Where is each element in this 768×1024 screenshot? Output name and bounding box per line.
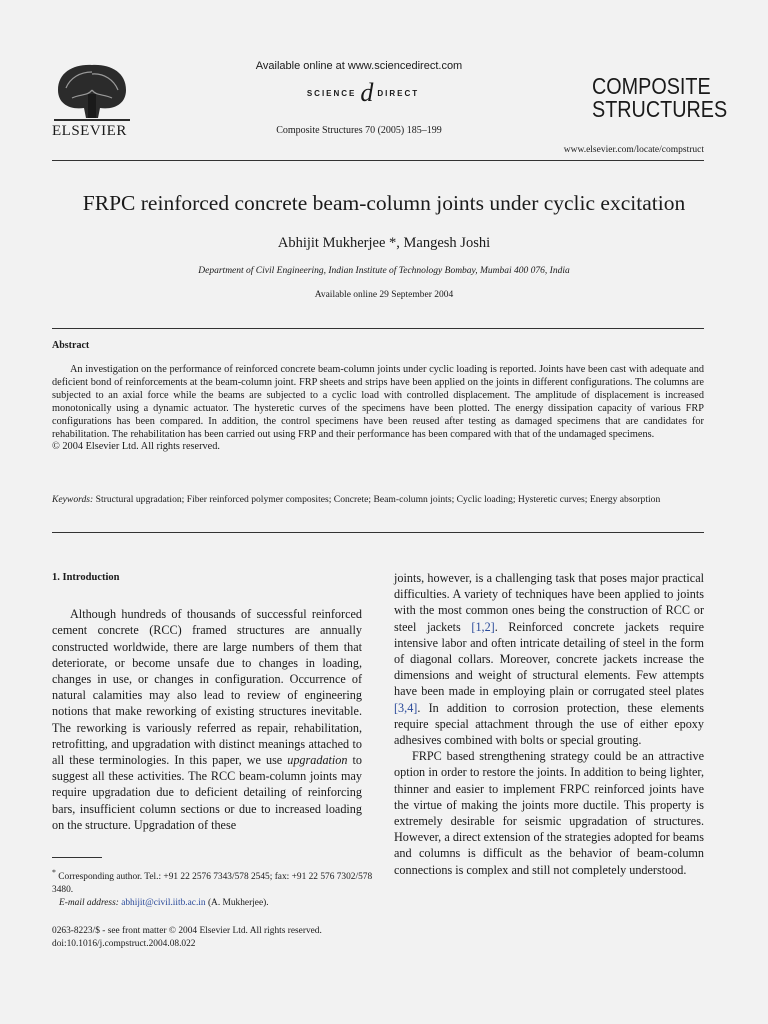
email-suffix: (A. Mukherjee). [205, 898, 269, 909]
front-matter-info [52, 925, 382, 951]
citation-link-1-2[interactable]: [1,2] [471, 619, 495, 634]
right-text-c: . In addition to corrosion protection, these elements require special attachment through the use of either epoxy adhesives combined with bolts or special grouting. [394, 700, 704, 748]
footnote-divider [52, 857, 102, 858]
sciencedirect-at: d [360, 78, 374, 107]
journal-title-line2: STRUCTURES [592, 96, 728, 122]
right-paragraph-2: FRPC based strengthening strategy could be an attractive option in order to restore the joints. In addition to being lighter, thinner and easier to implement FRPC reinforced joints have the virtue of making the joints more ductile. This property is extremely desirable for seismic upgradation of structures. However, a direct extension of the strategies adopted for beams and columns is difficult as the behavior of beam-column connections is complex and still not completely understood. [394, 749, 704, 877]
left-column [52, 570, 362, 833]
abstract-copyright: © 2004 Elsevier Ltd. All rights reserved. [52, 441, 220, 453]
journal-title [592, 73, 728, 122]
publisher-wordmark: ELSEVIER [52, 123, 127, 139]
footnote-marker: * [52, 868, 56, 877]
intro-text-a: Although hundreds of thousands of successful reinforced cement concrete (RCC) framed structures are annually constructed worldwide, there are large numbers of them that deteriorate, or become unsafe due to changes in loading, changes in use, or changes in configuration. Occurrence of natural calamities may also lead to review of engineering notions that make reworking of existing structures inevitable. The reworking is variously referred as repair, rehabilitation, retrofitting, and upgradation with distinct meanings attached to all these terminologies. In this paper, we use [52, 607, 362, 768]
header-divider [52, 160, 704, 161]
intro-paragraph [52, 606, 362, 833]
citation-link-3-4[interactable]: [3,4] [394, 700, 418, 715]
intro-text-b: to suggest all these activities. The RCC beam-column joints may require upgradation due to deficient detailing of reinforcing bars, insufficient column sections or due to increased loading on the structure. Upgradation of these [52, 753, 362, 832]
right-column [394, 570, 704, 878]
abstract-heading: Abstract [52, 340, 90, 351]
abstract-text: An investigation on the performance of reinforced concrete beam-column joints under cyclic loading is reported. Joints have been cast with adequate and deficient bond of reinforcements at the beam-column joint. FRP sheets and strips have been applied on the joints in different configurations. The columns are subjected to an axial force while the beams are subjected to a cyclic load with controlled displacement. The amplitude of displacement is increased monotonically using a dynamic actuator. The hysteretic curves of the specimens have been plotted. The energy dissipation capacity of various FRP configurations has been compared. In addition, the control specimens have been reused after testing as damaged specimens that are candidates for rehabilitation. The rehabilitation has been carried out using FRP and their performance has been compared with that of the undamaged specimens. [52, 364, 704, 440]
journal-citation: Composite Structures 70 (2005) 185–199 [276, 125, 442, 136]
email-label: E-mail address: [59, 898, 119, 909]
author-affiliation: Department of Civil Engineering, Indian Institute of Technology Bombay, Mumbai 400 076, India [198, 266, 570, 276]
available-online-text: Available online at www.sciencedirect.com [255, 60, 463, 72]
journal-url[interactable]: www.elsevier.com/locate/compstruct [563, 145, 704, 155]
right-text-b: . Reinforced concrete jackets require intensive labor and often intricate detailing of steel in the form of diagonal collars. Moreover, concrete jackets increase the dimensions and weight of structural elements. Few attempts have been made in employing plain or corrugated steel plates [394, 619, 704, 699]
abstract-top-divider [52, 328, 704, 329]
corresponding-text: Corresponding author. Tel.: +91 22 2576 7343/578 2545; fax: +91 22 576 7302/578 3480. [52, 872, 373, 896]
sciencedirect-logo [288, 80, 438, 106]
email-line [52, 897, 374, 910]
right-paragraph-1 [394, 570, 704, 748]
doi-line: doi:10.1016/j.compstruct.2004.08.022 [52, 939, 196, 949]
keywords-label: Keywords: [52, 494, 94, 505]
journal-title-line1: COMPOSITE [592, 73, 711, 99]
author-list: Abhijit Mukherjee *, Mangesh Joshi [277, 235, 491, 251]
abstract-bottom-divider [52, 532, 704, 533]
intro-emphasis: upgradation [287, 753, 348, 768]
issn-line: 0263-8223/$ - see front matter © 2004 Elsevier Ltd. All rights reserved. [52, 926, 322, 936]
corresponding-author-note [52, 866, 374, 897]
right-text-a: joints, however, is a challenging task that poses major practical difficulties. A variety of techniques have been applied to joints with the most common ones being the construction of RCC or steel jackets [394, 571, 704, 634]
email-link[interactable]: abhijit@civil.iitb.ac.in [121, 898, 206, 909]
article-title: FRPC reinforced concrete beam-column joints under cyclic excitation [82, 191, 686, 215]
abstract-body [52, 364, 704, 454]
sciencedirect-right: DIRECT [377, 88, 420, 98]
section-heading: 1. Introduction [52, 572, 120, 583]
sciencedirect-left: SCIENCE [306, 88, 357, 98]
keywords [52, 494, 704, 507]
footnote [52, 866, 374, 910]
online-date: Available online 29 September 2004 [314, 290, 454, 300]
keywords-text: Structural upgradation; Fiber reinforced polymer composites; Concrete; Beam-column joints; Cyclic loading; Hysteretic curves; Energy absorption [95, 494, 661, 505]
